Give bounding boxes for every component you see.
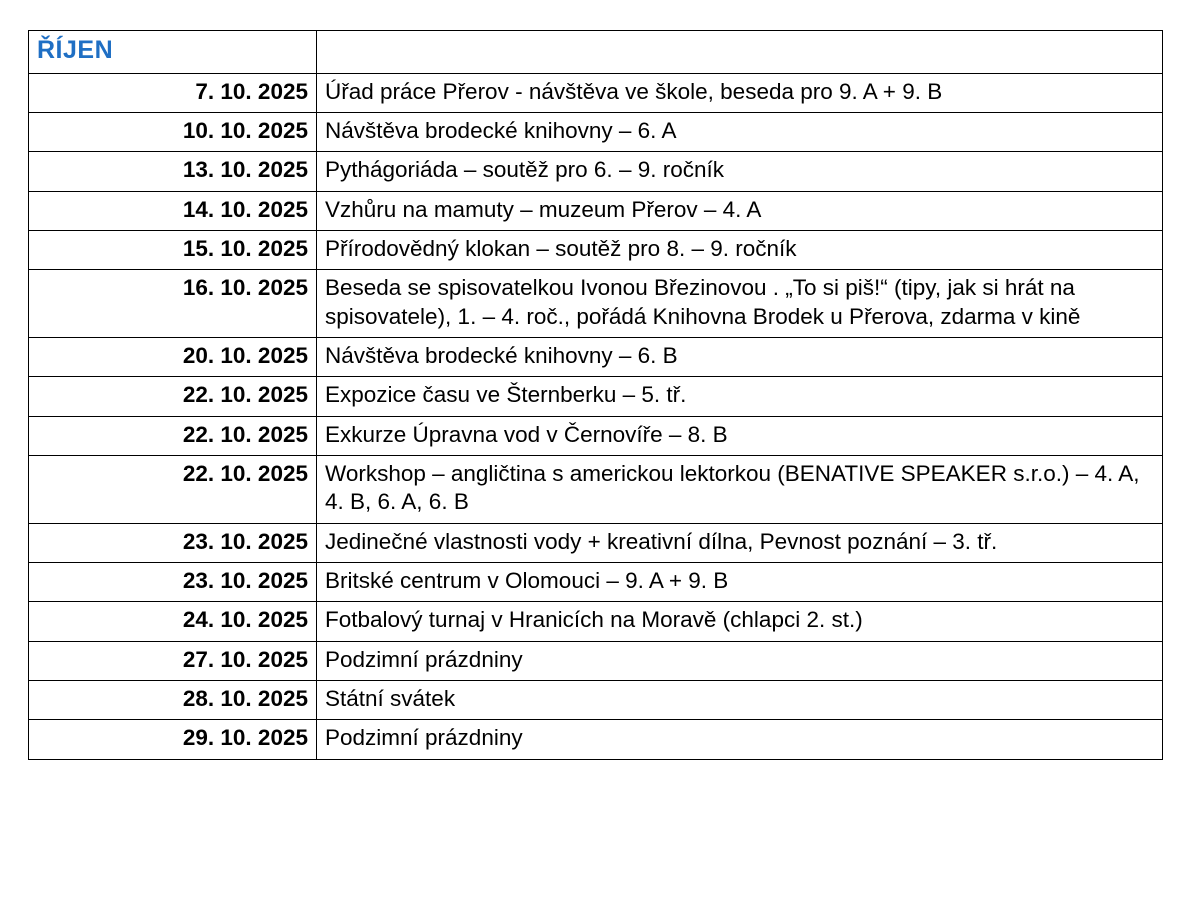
event-description-cell: Úřad práce Přerov - návštěva ve škole, beseda pro 9. A + 9. B — [317, 73, 1163, 112]
event-description-cell: Podzimní prázdniny — [317, 641, 1163, 680]
table-row — [29, 270, 1163, 338]
event-date-cell: 27. 10. 2025 — [29, 641, 317, 680]
event-description-cell: Britské centrum v Olomouci – 9. A + 9. B — [317, 562, 1163, 601]
event-date-cell: 29. 10. 2025 — [29, 720, 317, 759]
table-row — [29, 602, 1163, 641]
table-row — [29, 720, 1163, 759]
table-row — [29, 416, 1163, 455]
table-row — [29, 73, 1163, 112]
table-row — [29, 641, 1163, 680]
event-description-cell: Exkurze Úpravna vod v Černovíře – 8. B — [317, 416, 1163, 455]
event-description-cell: Jedinečné vlastnosti vody + kreativní dílna, Pevnost poznání – 3. tř. — [317, 523, 1163, 562]
month-heading-row — [29, 31, 1163, 74]
event-description-cell: Podzimní prázdniny — [317, 720, 1163, 759]
event-description-cell: Přírodovědný klokan – soutěž pro 8. – 9. ročník — [317, 230, 1163, 269]
event-description-cell: Fotbalový turnaj v Hranicích na Moravě (chlapci 2. st.) — [317, 602, 1163, 641]
event-date-cell: 20. 10. 2025 — [29, 337, 317, 376]
monthly-schedule-table — [28, 30, 1163, 760]
event-description-cell: Návštěva brodecké knihovny – 6. A — [317, 112, 1163, 151]
event-date-cell: 16. 10. 2025 — [29, 270, 317, 338]
event-date-cell: 14. 10. 2025 — [29, 191, 317, 230]
month-heading: ŘÍJEN — [29, 31, 317, 74]
schedule-table-body — [29, 31, 1163, 760]
event-date-cell: 7. 10. 2025 — [29, 73, 317, 112]
table-row — [29, 230, 1163, 269]
event-date-cell: 22. 10. 2025 — [29, 455, 317, 523]
event-date-cell: 10. 10. 2025 — [29, 112, 317, 151]
event-description-cell: Návštěva brodecké knihovny – 6. B — [317, 337, 1163, 376]
event-description-cell: Workshop – angličtina s americkou lektorkou (BENATIVE SPEAKER s.r.o.) – 4. A, 4. B, 6. A, 6. B — [317, 455, 1163, 523]
event-date-cell: 22. 10. 2025 — [29, 416, 317, 455]
table-row — [29, 337, 1163, 376]
table-row — [29, 191, 1163, 230]
month-heading-empty-cell — [317, 31, 1163, 74]
event-description-cell: Vzhůru na mamuty – muzeum Přerov – 4. A — [317, 191, 1163, 230]
table-row — [29, 681, 1163, 720]
event-description-cell: Státní svátek — [317, 681, 1163, 720]
table-row — [29, 377, 1163, 416]
event-date-cell: 15. 10. 2025 — [29, 230, 317, 269]
event-date-cell: 22. 10. 2025 — [29, 377, 317, 416]
table-row — [29, 562, 1163, 601]
event-date-cell: 23. 10. 2025 — [29, 562, 317, 601]
table-row — [29, 523, 1163, 562]
table-row — [29, 112, 1163, 151]
event-description-cell: Beseda se spisovatelkou Ivonou Březinovou . „To si piš!“ (tipy, jak si hrát na spisovatele), 1. – 4. roč., pořádá Knihovna Brodek u Přerova, zdarma v kině — [317, 270, 1163, 338]
table-row — [29, 455, 1163, 523]
event-date-cell: 23. 10. 2025 — [29, 523, 317, 562]
event-date-cell: 24. 10. 2025 — [29, 602, 317, 641]
table-row — [29, 152, 1163, 191]
event-date-cell: 13. 10. 2025 — [29, 152, 317, 191]
event-description-cell: Pythágoriáda – soutěž pro 6. – 9. ročník — [317, 152, 1163, 191]
event-date-cell: 28. 10. 2025 — [29, 681, 317, 720]
event-description-cell: Expozice času ve Šternberku – 5. tř. — [317, 377, 1163, 416]
